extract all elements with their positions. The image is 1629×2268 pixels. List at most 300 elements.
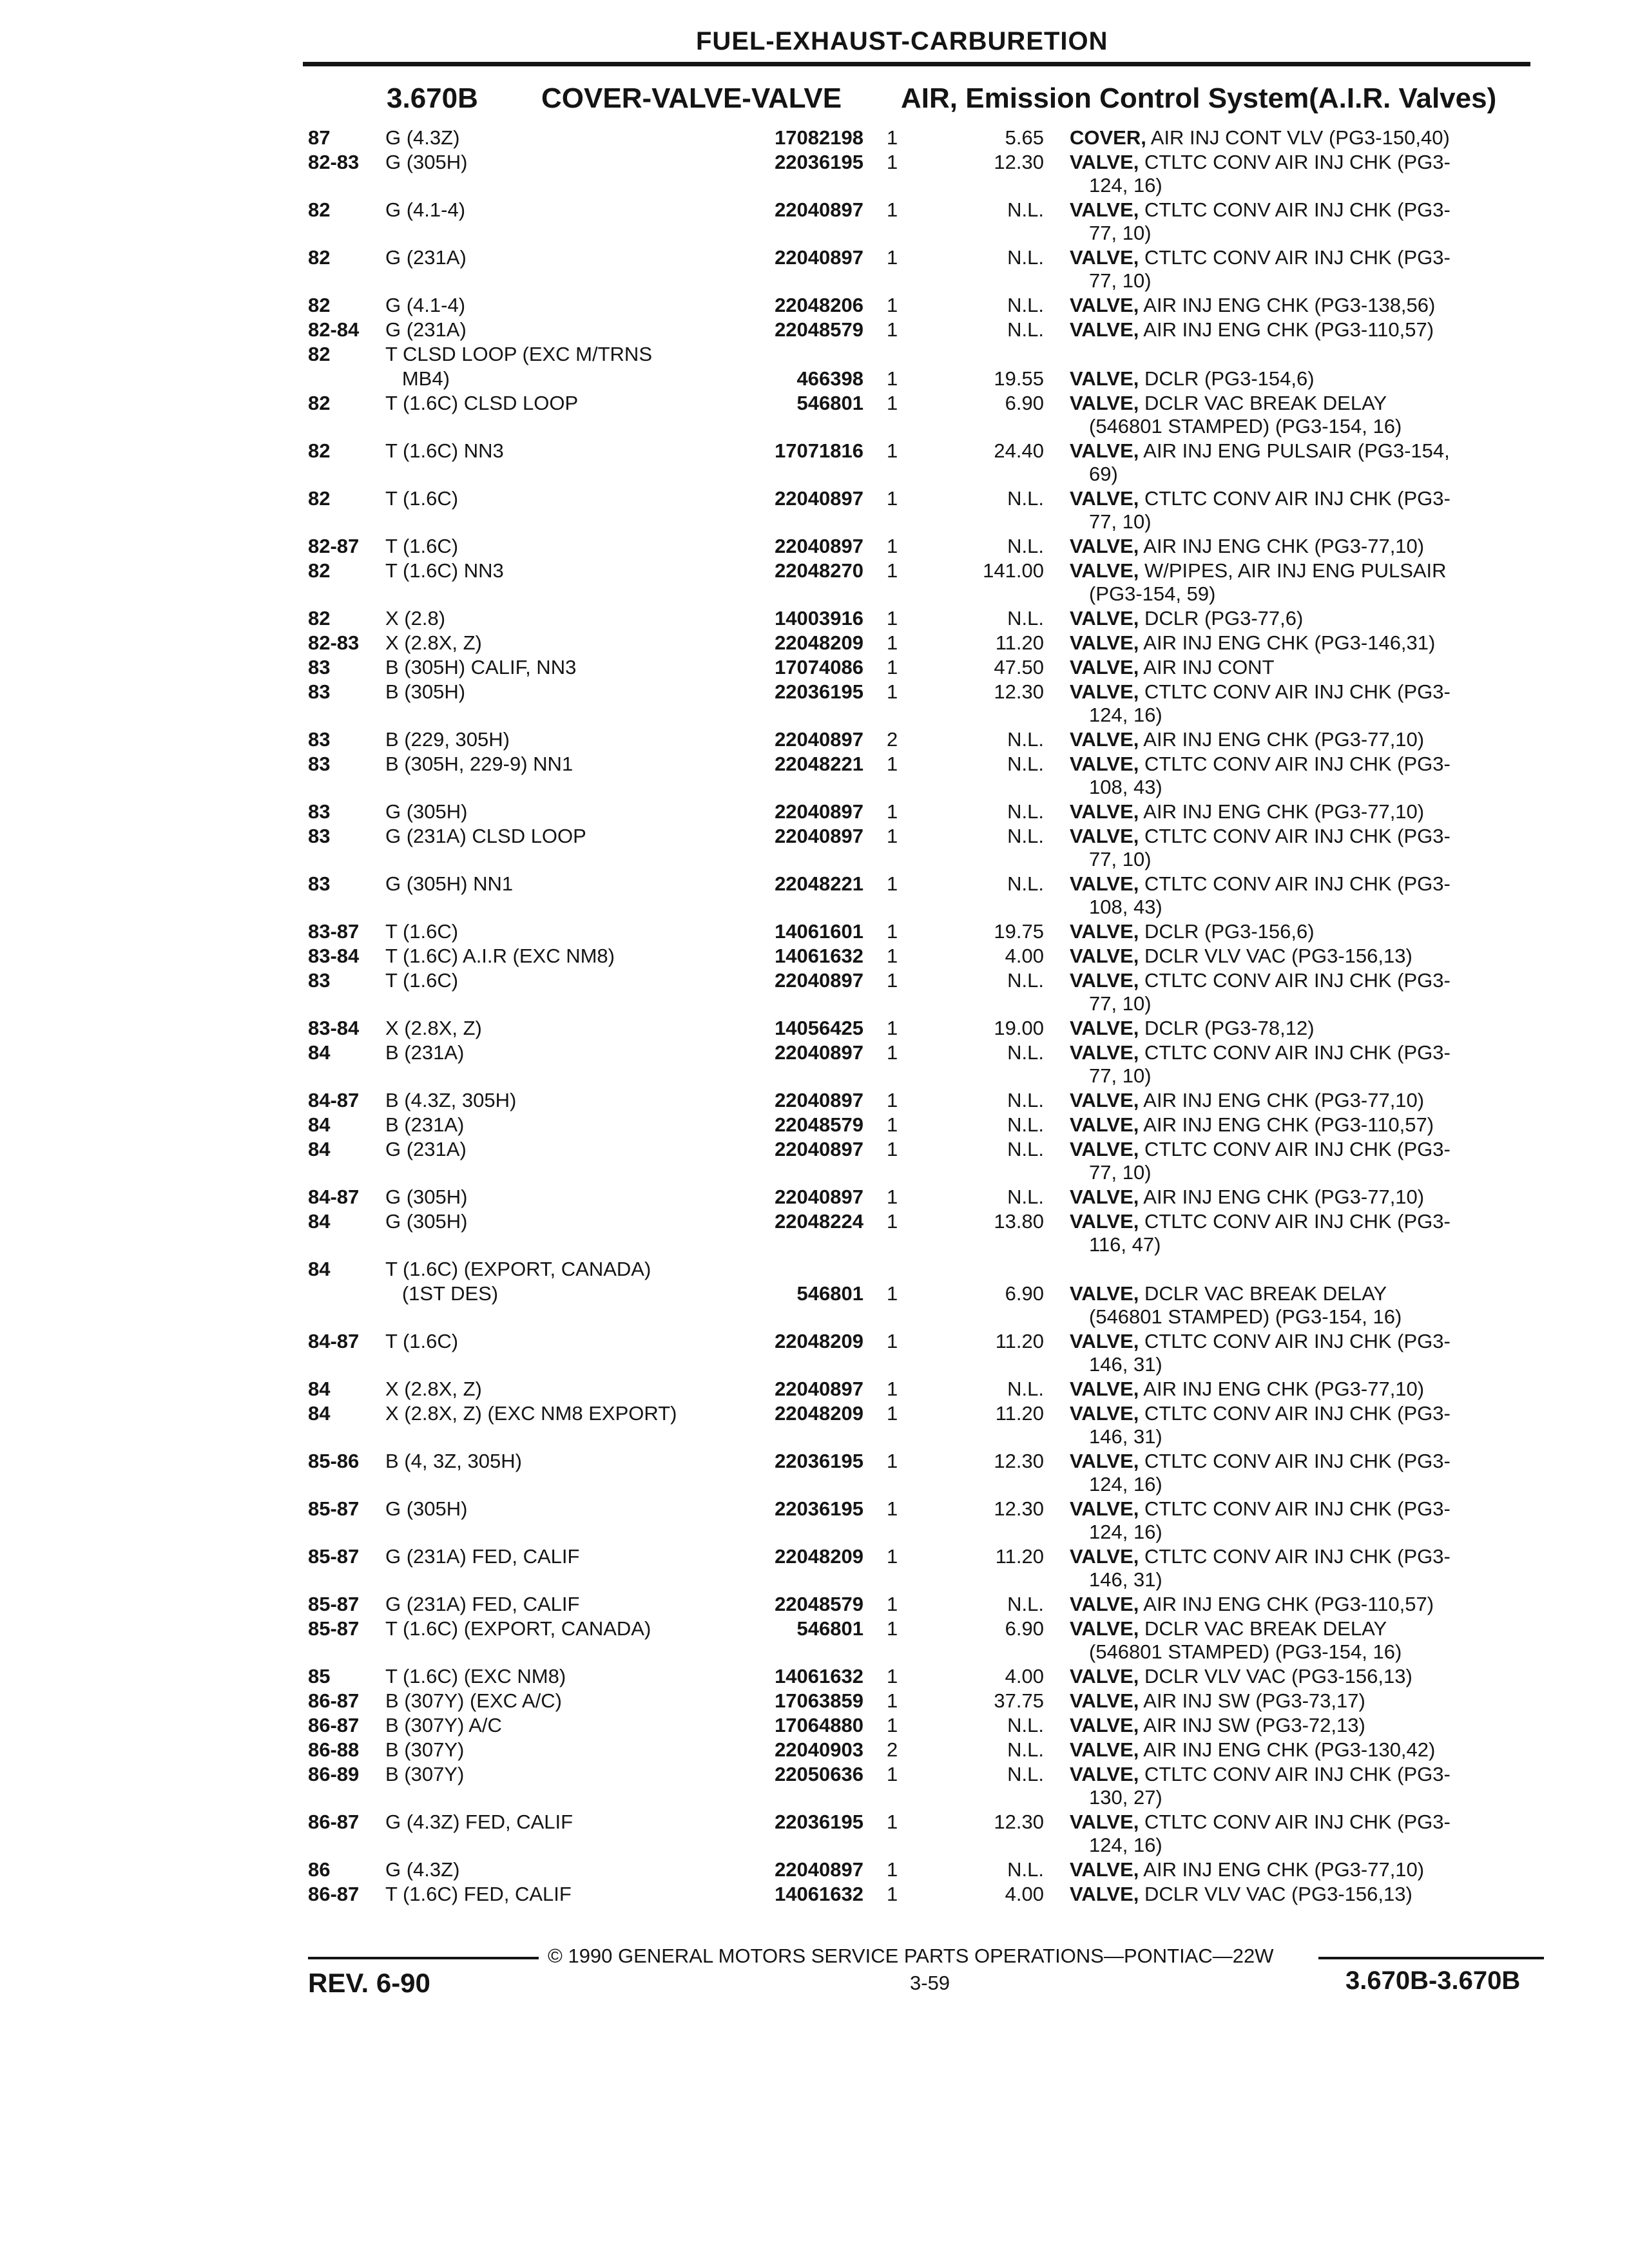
row-description xyxy=(1070,439,1534,463)
row-part-number: 22048209 xyxy=(775,1330,863,1352)
row-model: T (1.6C) (EXPORT, CANADA) xyxy=(385,1258,651,1280)
row-description-keyword: VALVE, xyxy=(1070,800,1139,823)
row-part-number: 466398 xyxy=(796,367,863,390)
row-quantity: 1 xyxy=(887,1113,898,1136)
row-year: 83 xyxy=(308,800,331,823)
row-price: N.L. xyxy=(1007,1858,1044,1881)
row-description xyxy=(1070,1210,1534,1233)
row-year: 87 xyxy=(308,126,331,149)
row-price: 11.20 xyxy=(995,1402,1044,1425)
row-year: 85-87 xyxy=(308,1617,360,1640)
row-description xyxy=(1070,728,1534,751)
row-model: B (307Y) A/C xyxy=(385,1714,502,1736)
row-description xyxy=(1070,1330,1534,1353)
row-description-continuation: 77, 10) xyxy=(1089,992,1152,1015)
row-description xyxy=(1070,1883,1534,1906)
row-quantity: 1 xyxy=(887,198,898,221)
row-description xyxy=(1070,318,1534,341)
row-part-number: 546801 xyxy=(796,392,863,414)
row-quantity: 1 xyxy=(887,825,898,847)
row-year: 83 xyxy=(308,969,331,992)
row-description-continuation: 124, 16) xyxy=(1089,1834,1162,1856)
row-description-keyword: VALVE, xyxy=(1070,1689,1139,1712)
row-model: X (2.8) xyxy=(385,607,446,629)
row-description-text: AIR INJ ENG CHK (PG3-138,56) xyxy=(1139,294,1436,316)
row-quantity: 1 xyxy=(887,246,898,269)
row-part-number: 14061632 xyxy=(775,1665,863,1687)
row-model: T (1.6C) FED, CALIF xyxy=(385,1883,572,1905)
row-year: 84 xyxy=(308,1138,331,1160)
row-quantity: 1 xyxy=(887,631,898,654)
row-year: 83 xyxy=(308,728,331,751)
row-quantity: 1 xyxy=(887,1282,898,1305)
row-description xyxy=(1070,1282,1534,1305)
row-description-text: AIR INJ ENG CHK (PG3-77,10) xyxy=(1139,1186,1425,1208)
row-quantity: 1 xyxy=(887,126,898,149)
row-description xyxy=(1070,1497,1534,1521)
row-model: T (1.6C) (EXPORT, CANADA) xyxy=(385,1617,651,1640)
row-description-keyword: VALVE, xyxy=(1070,1714,1139,1736)
row-description-keyword: VALVE, xyxy=(1070,1450,1139,1472)
row-description xyxy=(1070,680,1534,704)
row-description-keyword: VALVE, xyxy=(1070,151,1139,173)
row-description xyxy=(1070,945,1534,968)
row-year: 82 xyxy=(308,487,331,510)
row-price: 12.30 xyxy=(994,1811,1044,1833)
row-description xyxy=(1070,1714,1534,1737)
row-description-text: DCLR (PG3-156,6) xyxy=(1139,920,1315,943)
row-price: 4.00 xyxy=(1005,1665,1044,1687)
row-price: N.L. xyxy=(1007,1378,1044,1400)
row-model: G (305H) xyxy=(385,1497,468,1520)
row-description-keyword: VALVE, xyxy=(1070,631,1139,654)
row-description xyxy=(1070,1665,1534,1688)
row-model: G (4.3Z) xyxy=(385,1858,460,1881)
row-description-keyword: VALVE, xyxy=(1070,1186,1139,1208)
row-year: 83 xyxy=(308,656,331,678)
row-price: N.L. xyxy=(1007,1186,1044,1208)
row-quantity: 1 xyxy=(887,1545,898,1568)
row-model: B (231A) xyxy=(385,1113,465,1136)
row-price: 11.20 xyxy=(995,1330,1044,1352)
row-part-number: 22048209 xyxy=(775,1545,863,1568)
row-model: G (231A) FED, CALIF xyxy=(385,1545,580,1568)
row-year: 84 xyxy=(308,1258,331,1280)
row-quantity: 1 xyxy=(887,367,898,390)
row-part-number: 22036195 xyxy=(775,1811,863,1833)
row-year: 86-89 xyxy=(308,1763,360,1785)
row-description-keyword: VALVE, xyxy=(1070,392,1139,414)
row-price: 11.20 xyxy=(995,1545,1044,1568)
row-description-text: DCLR (PG3-154,6) xyxy=(1139,367,1315,390)
row-description-continuation: 77, 10) xyxy=(1089,510,1152,533)
section-title: COVER-VALVE-VALVE xyxy=(541,82,842,114)
row-model: G (305H) xyxy=(385,1186,468,1208)
row-description-continuation: 146, 31) xyxy=(1089,1568,1162,1591)
row-description-keyword: VALVE, xyxy=(1070,535,1139,557)
row-price: N.L. xyxy=(1007,1138,1044,1160)
row-model: T (1.6C) xyxy=(385,969,459,992)
row-part-number: 22040897 xyxy=(775,198,863,221)
row-description-text: CTLTC CONV AIR INJ CHK (PG3- xyxy=(1139,198,1451,221)
row-part-number: 22048221 xyxy=(775,872,863,895)
row-description xyxy=(1070,1689,1534,1713)
row-description xyxy=(1070,1378,1534,1401)
row-quantity: 1 xyxy=(887,1138,898,1160)
row-price: 6.90 xyxy=(1005,1617,1044,1640)
row-model: G (231A) xyxy=(385,318,467,341)
row-model: T (1.6C) A.I.R (EXC NM8) xyxy=(385,945,615,967)
row-quantity: 2 xyxy=(887,1738,898,1761)
row-description xyxy=(1070,753,1534,776)
row-description-text: AIR INJ ENG CHK (PG3-110,57) xyxy=(1139,1593,1434,1615)
row-description-keyword: VALVE, xyxy=(1070,1883,1139,1905)
row-quantity: 1 xyxy=(887,656,898,678)
row-quantity: 1 xyxy=(887,1665,898,1687)
row-model: G (4.3Z) xyxy=(385,126,460,149)
row-description-keyword: VALVE, xyxy=(1070,1330,1139,1352)
row-model: G (305H) NN1 xyxy=(385,872,514,895)
row-description-keyword: VALVE, xyxy=(1070,367,1139,390)
row-part-number: 22036195 xyxy=(775,1450,863,1472)
row-price: N.L. xyxy=(1007,1041,1044,1064)
row-model: X (2.8X, Z) xyxy=(385,1017,482,1039)
row-price: 19.55 xyxy=(994,367,1044,390)
row-description xyxy=(1070,872,1534,896)
row-description-keyword: VALVE, xyxy=(1070,1041,1139,1064)
row-description-keyword: VALVE, xyxy=(1070,945,1139,967)
row-year: 83 xyxy=(308,872,331,895)
row-description-keyword: VALVE, xyxy=(1070,1738,1139,1761)
row-description-continuation: (PG3-154, 59) xyxy=(1089,582,1216,605)
row-model: G (305H) xyxy=(385,1210,468,1233)
row-quantity: 1 xyxy=(887,1883,898,1905)
row-quantity: 1 xyxy=(887,559,898,582)
row-description xyxy=(1070,1738,1534,1762)
row-description-text: DCLR (PG3-78,12) xyxy=(1139,1017,1315,1039)
row-description xyxy=(1070,198,1534,222)
row-description-text: AIR INJ ENG CHK (PG3-77,10) xyxy=(1139,1378,1425,1400)
row-price: 6.90 xyxy=(1005,1282,1044,1305)
row-quantity: 1 xyxy=(887,1763,898,1785)
row-description-text: DCLR VAC BREAK DELAY xyxy=(1139,1617,1387,1640)
row-description-continuation: 108, 43) xyxy=(1089,776,1162,798)
row-description-text: DCLR (PG3-77,6) xyxy=(1139,607,1304,629)
row-quantity: 1 xyxy=(887,1017,898,1039)
row-model: T (1.6C) CLSD LOOP xyxy=(385,392,579,414)
row-part-number: 22040897 xyxy=(775,800,863,823)
row-part-number: 22048579 xyxy=(775,318,863,341)
row-quantity: 1 xyxy=(887,1593,898,1615)
row-description-text: DCLR VLV VAC (PG3-156,13) xyxy=(1139,1665,1412,1687)
row-description xyxy=(1070,1593,1534,1616)
row-description xyxy=(1070,1113,1534,1137)
row-price: N.L. xyxy=(1007,294,1044,316)
row-description xyxy=(1070,1811,1534,1834)
row-model: G (231A) xyxy=(385,1138,467,1160)
row-description-keyword: VALVE, xyxy=(1070,294,1139,316)
row-description-keyword: VALVE, xyxy=(1070,753,1139,775)
row-model: G (4.3Z) FED, CALIF xyxy=(385,1811,574,1833)
row-part-number: 22048206 xyxy=(775,294,863,316)
row-description-keyword: VALVE, xyxy=(1070,1593,1139,1615)
row-quantity: 1 xyxy=(887,680,898,703)
row-quantity: 1 xyxy=(887,151,898,173)
row-price: N.L. xyxy=(1007,1763,1044,1785)
row-description-text: CTLTC CONV AIR INJ CHK (PG3- xyxy=(1139,872,1451,895)
row-year: 83 xyxy=(308,825,331,847)
row-description xyxy=(1070,1138,1534,1161)
row-part-number: 22040897 xyxy=(775,728,863,751)
row-price: 12.30 xyxy=(994,1450,1044,1472)
row-description-continuation: 146, 31) xyxy=(1089,1425,1162,1448)
row-quantity: 1 xyxy=(887,945,898,967)
row-price: N.L. xyxy=(1007,753,1044,775)
row-part-number: 14056425 xyxy=(775,1017,863,1039)
row-part-number: 14003916 xyxy=(775,607,863,629)
page-header-title: FUEL-EXHAUST-CARBURETION xyxy=(696,27,1108,55)
row-description-keyword: VALVE, xyxy=(1070,656,1139,678)
row-part-number: 22040897 xyxy=(775,1089,863,1111)
row-price: N.L. xyxy=(1007,728,1044,751)
section-number: 3.670B xyxy=(387,82,478,114)
row-description-text: DCLR VAC BREAK DELAY xyxy=(1139,392,1387,414)
row-model: G (231A) xyxy=(385,246,467,269)
row-description xyxy=(1070,1402,1534,1425)
row-model: B (307Y) xyxy=(385,1738,465,1761)
row-description-text: CTLTC CONV AIR INJ CHK (PG3- xyxy=(1139,825,1451,847)
footer-copyright: © 1990 GENERAL MOTORS SERVICE PARTS OPERATIONS—PONTIAC—22W xyxy=(548,1945,1274,1967)
row-description xyxy=(1070,800,1534,823)
row-description-keyword: VALVE, xyxy=(1070,825,1139,847)
row-description-keyword: VALVE, xyxy=(1070,1017,1139,1039)
row-description-text: CTLTC CONV AIR INJ CHK (PG3- xyxy=(1139,151,1451,173)
row-description-keyword: VALVE, xyxy=(1070,607,1139,629)
row-description-text: CTLTC CONV AIR INJ CHK (PG3- xyxy=(1139,1450,1451,1472)
row-year: 83 xyxy=(308,753,331,775)
row-part-number: 22040897 xyxy=(775,1138,863,1160)
row-description-text: DCLR VLV VAC (PG3-156,13) xyxy=(1139,1883,1412,1905)
row-description-keyword: VALVE, xyxy=(1070,1282,1139,1305)
row-model: G (231A) CLSD LOOP xyxy=(385,825,586,847)
row-year: 82-87 xyxy=(308,535,360,557)
row-model: T CLSD LOOP (EXC M/TRNS xyxy=(385,343,652,365)
row-part-number: 22048579 xyxy=(775,1113,863,1136)
row-model: B (307Y) xyxy=(385,1763,465,1785)
row-year: 82 xyxy=(308,198,331,221)
row-model: T (1.6C) xyxy=(385,487,459,510)
row-quantity: 1 xyxy=(887,1617,898,1640)
row-description xyxy=(1070,246,1534,269)
row-model: B (307Y) (EXC A/C) xyxy=(385,1689,562,1712)
row-price: N.L. xyxy=(1007,535,1044,557)
row-description xyxy=(1070,487,1534,510)
row-description-keyword: VALVE, xyxy=(1070,1210,1139,1233)
row-model: B (231A) xyxy=(385,1041,465,1064)
row-part-number: 22040897 xyxy=(775,1378,863,1400)
row-description-keyword: VALVE, xyxy=(1070,318,1139,341)
row-part-number: 22050636 xyxy=(775,1763,863,1785)
row-quantity: 1 xyxy=(887,318,898,341)
row-quantity: 1 xyxy=(887,607,898,629)
row-year: 84 xyxy=(308,1041,331,1064)
row-part-number: 17071816 xyxy=(775,439,863,462)
row-description xyxy=(1070,1017,1534,1040)
row-description-continuation: 77, 10) xyxy=(1089,269,1152,292)
row-price: 19.75 xyxy=(994,920,1044,943)
row-description-keyword: VALVE, xyxy=(1070,1402,1139,1425)
row-description-keyword: VALVE, xyxy=(1070,969,1139,992)
row-description-keyword: VALVE, xyxy=(1070,1497,1139,1520)
row-description-text: CTLTC CONV AIR INJ CHK (PG3- xyxy=(1139,1763,1451,1785)
row-description-continuation: (546801 STAMPED) (PG3-154, 16) xyxy=(1089,1305,1402,1328)
row-model: X (2.8X, Z) xyxy=(385,1378,482,1400)
row-description xyxy=(1070,631,1534,655)
row-quantity: 1 xyxy=(887,1497,898,1520)
row-year: 82-83 xyxy=(308,151,360,173)
row-description-text: AIR INJ CONT VLV (PG3-150,40) xyxy=(1146,126,1450,149)
row-part-number: 22040897 xyxy=(775,487,863,510)
row-description-text: CTLTC CONV AIR INJ CHK (PG3- xyxy=(1139,487,1451,510)
row-description-keyword: VALVE, xyxy=(1070,487,1139,510)
section-description: AIR, Emission Control System(A.I.R. Valves) xyxy=(901,82,1497,114)
row-description-text: CTLTC CONV AIR INJ CHK (PG3- xyxy=(1139,680,1451,703)
row-part-number: 546801 xyxy=(796,1282,863,1305)
row-description-continuation: 69) xyxy=(1089,463,1118,485)
row-description xyxy=(1070,294,1534,317)
row-model: MB4) xyxy=(385,367,450,390)
row-quantity: 1 xyxy=(887,920,898,943)
row-price: 24.40 xyxy=(994,439,1044,462)
row-price: 12.30 xyxy=(994,151,1044,173)
row-description-text: CTLTC CONV AIR INJ CHK (PG3- xyxy=(1139,969,1451,992)
row-price: 19.00 xyxy=(994,1017,1044,1039)
row-description-continuation: 124, 16) xyxy=(1089,1521,1162,1543)
row-description xyxy=(1070,1858,1534,1881)
row-price: N.L. xyxy=(1007,1714,1044,1736)
row-year: 83 xyxy=(308,680,331,703)
row-description xyxy=(1070,392,1534,415)
row-part-number: 22040897 xyxy=(775,825,863,847)
row-description-keyword: VALVE, xyxy=(1070,559,1139,582)
row-year: 82 xyxy=(308,294,331,316)
row-year: 83-84 xyxy=(308,1017,360,1039)
row-year: 82-83 xyxy=(308,631,360,654)
row-year: 84 xyxy=(308,1113,331,1136)
row-part-number: 22040897 xyxy=(775,246,863,269)
row-description-text: AIR INJ ENG CHK (PG3-77,10) xyxy=(1139,800,1425,823)
row-description xyxy=(1070,1186,1534,1209)
row-part-number: 22040897 xyxy=(775,1186,863,1208)
row-model: (1ST DES) xyxy=(385,1282,499,1305)
row-part-number: 22036195 xyxy=(775,680,863,703)
row-description-continuation: 124, 16) xyxy=(1089,1473,1162,1495)
row-description-text: CTLTC CONV AIR INJ CHK (PG3- xyxy=(1139,1041,1451,1064)
row-model: G (4.1-4) xyxy=(385,294,466,316)
row-quantity: 1 xyxy=(887,1714,898,1736)
row-part-number: 14061632 xyxy=(775,945,863,967)
row-description-text: AIR INJ ENG CHK (PG3-130,42) xyxy=(1139,1738,1436,1761)
row-year: 85-86 xyxy=(308,1450,360,1472)
row-description-text: AIR INJ ENG CHK (PG3-110,57) xyxy=(1139,1113,1434,1136)
row-part-number: 14061601 xyxy=(775,920,863,943)
row-description-text: AIR INJ SW (PG3-72,13) xyxy=(1139,1714,1365,1736)
row-price: N.L. xyxy=(1007,1089,1044,1111)
row-description-text: AIR INJ ENG CHK (PG3-146,31) xyxy=(1139,631,1436,654)
row-description-text: CTLTC CONV AIR INJ CHK (PG3- xyxy=(1139,1138,1451,1160)
row-description xyxy=(1070,825,1534,848)
row-description-text: CTLTC CONV AIR INJ CHK (PG3- xyxy=(1139,1330,1451,1352)
row-model: B (4, 3Z, 305H) xyxy=(385,1450,522,1472)
row-description-keyword: VALVE, xyxy=(1070,1089,1139,1111)
row-description xyxy=(1070,559,1534,582)
row-quantity: 1 xyxy=(887,535,898,557)
row-description-continuation: 77, 10) xyxy=(1089,222,1152,244)
row-description-text: CTLTC CONV AIR INJ CHK (PG3- xyxy=(1139,246,1451,269)
row-description-text: AIR INJ CONT xyxy=(1139,656,1275,678)
row-price: 47.50 xyxy=(994,656,1044,678)
row-description-keyword: VALVE, xyxy=(1070,1617,1139,1640)
footer-page-number: 3-59 xyxy=(910,1972,950,1994)
row-price: 4.00 xyxy=(1005,1883,1044,1905)
row-description xyxy=(1070,1617,1534,1640)
row-part-number: 22048579 xyxy=(775,1593,863,1615)
row-part-number: 22040897 xyxy=(775,1041,863,1064)
row-model: B (305H) xyxy=(385,680,466,703)
row-price: N.L. xyxy=(1007,607,1044,629)
row-description xyxy=(1070,535,1534,558)
row-description-continuation: (546801 STAMPED) (PG3-154, 16) xyxy=(1089,415,1402,437)
row-description-keyword: VALVE, xyxy=(1070,1763,1139,1785)
row-year: 86-87 xyxy=(308,1811,360,1833)
row-year: 84 xyxy=(308,1402,331,1425)
row-description-keyword: VALVE, xyxy=(1070,1858,1139,1881)
row-price: N.L. xyxy=(1007,1113,1044,1136)
row-model: T (1.6C) xyxy=(385,535,459,557)
row-price: 12.30 xyxy=(994,1497,1044,1520)
row-quantity: 2 xyxy=(887,728,898,751)
row-description xyxy=(1070,151,1534,174)
row-year: 83-87 xyxy=(308,920,360,943)
row-description-text: CTLTC CONV AIR INJ CHK (PG3- xyxy=(1139,1811,1451,1833)
row-year: 85 xyxy=(308,1665,331,1687)
row-description xyxy=(1070,1545,1534,1568)
row-description xyxy=(1070,656,1534,679)
row-description-continuation: 146, 31) xyxy=(1089,1353,1162,1376)
row-description-keyword: VALVE, xyxy=(1070,439,1139,462)
row-description-continuation: 116, 47) xyxy=(1089,1233,1161,1256)
row-year: 86-87 xyxy=(308,1689,360,1712)
row-description-continuation: 77, 10) xyxy=(1089,1161,1152,1184)
row-model: T (1.6C) NN3 xyxy=(385,559,504,582)
row-description xyxy=(1070,1089,1534,1112)
row-description-keyword: VALVE, xyxy=(1070,1545,1139,1568)
row-price: N.L. xyxy=(1007,872,1044,895)
row-year: 82-84 xyxy=(308,318,360,341)
footer-rule-left xyxy=(308,1957,539,1959)
row-quantity: 1 xyxy=(887,392,898,414)
row-description-continuation: 130, 27) xyxy=(1089,1786,1162,1809)
row-quantity: 1 xyxy=(887,1450,898,1472)
row-quantity: 1 xyxy=(887,439,898,462)
row-part-number: 22048209 xyxy=(775,631,863,654)
row-description-text: AIR INJ ENG CHK (PG3-77,10) xyxy=(1139,728,1425,751)
row-model: G (305H) xyxy=(385,800,468,823)
row-year: 84 xyxy=(308,1210,331,1233)
row-description-text: AIR INJ ENG CHK (PG3-77,10) xyxy=(1139,1089,1425,1111)
row-part-number: 22036195 xyxy=(775,151,863,173)
row-model: G (231A) FED, CALIF xyxy=(385,1593,580,1615)
